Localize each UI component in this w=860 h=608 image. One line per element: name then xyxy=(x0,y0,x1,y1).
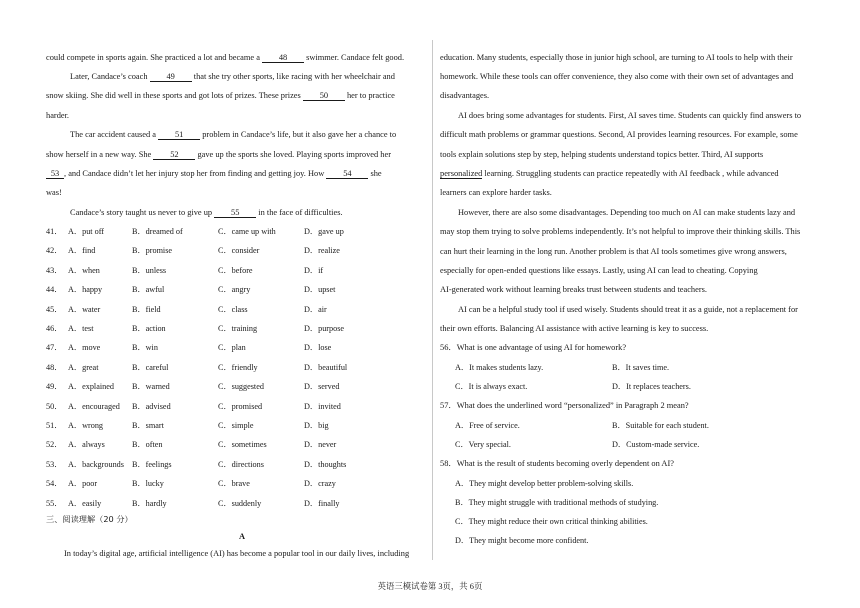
cloze-line-2 xyxy=(70,71,395,82)
option-b[interactable]: B．win xyxy=(132,343,158,353)
option-d[interactable]: D．beautiful xyxy=(304,362,348,372)
q57-option-d[interactable]: D．Custom-made service. xyxy=(612,440,700,449)
passage-line: AI-generated work without learning breaks trust between students and teachers. xyxy=(440,285,707,294)
question-number: 48． xyxy=(46,362,63,372)
option-a[interactable]: A．move xyxy=(68,343,101,353)
text: learning. Struggling students can practice repeatedly with AI feedback , while advanced xyxy=(482,169,779,178)
text: show herself in a new way. She xyxy=(46,150,152,159)
option-d[interactable]: D．lose xyxy=(304,343,332,353)
option-d[interactable]: D．upset xyxy=(304,285,336,295)
option-d[interactable]: D．if xyxy=(304,265,324,275)
passage-line: AI does bring some advantages for students. First, AI saves time. Students can quickly find answers to xyxy=(458,111,802,120)
question-number: 41． xyxy=(46,227,63,236)
option-c[interactable]: C．suddenly xyxy=(218,498,262,508)
option-d[interactable]: D．invited xyxy=(304,401,341,411)
text: , and Candace didn’t let her injury stop her from finding and getting joy. How xyxy=(64,169,325,178)
option-b[interactable]: B．careful xyxy=(132,362,169,372)
q56-option-c[interactable]: C．It is always exact. xyxy=(455,382,528,391)
option-a[interactable]: A．when xyxy=(68,265,100,275)
question-number: 43． xyxy=(46,265,63,275)
text: Later, Candace’s coach xyxy=(70,72,148,81)
cloze-line-1 xyxy=(46,52,404,63)
option-d[interactable]: D．never xyxy=(304,440,337,450)
passage-line: can hurt their learning in the long run. Another problem is that AI tools sometimes give wrong answers, xyxy=(440,247,787,256)
question-number: 49． xyxy=(46,382,63,392)
passage-line: may stop them trying to solve problems independently. It’s not helpful to improve their thinking skills. This xyxy=(440,227,801,236)
text: that she try other sports, like racing with her wheelchair and xyxy=(193,72,395,81)
option-d[interactable]: D．served xyxy=(304,382,340,392)
blank-54[interactable]: 54 xyxy=(326,169,368,179)
q57-option-b[interactable]: B．Suitable for each student. xyxy=(612,421,709,430)
option-b[interactable]: B．hardly xyxy=(132,498,167,508)
text: snow skiing. She did well in these sports and got lots of prizes. These prizes xyxy=(46,91,301,100)
q57-option-a[interactable]: A．Free of service. xyxy=(455,421,520,430)
cloze-line-3 xyxy=(46,90,395,101)
blank-55[interactable]: 55 xyxy=(214,208,256,218)
option-a[interactable]: A．poor xyxy=(68,479,98,489)
option-b[interactable]: B．advised xyxy=(132,401,171,411)
option-d[interactable]: D．realize xyxy=(304,246,340,256)
cloze-line-9 xyxy=(70,207,343,218)
option-d[interactable]: D．finally xyxy=(304,498,340,508)
option-c[interactable]: C．before xyxy=(218,265,253,275)
option-a[interactable]: A．wrong xyxy=(68,421,104,430)
option-a[interactable]: A．always xyxy=(68,440,105,450)
q58-option-c[interactable]: C．They might reduce their own critical thinking abilities. xyxy=(455,517,648,526)
passage-line: tools explain solutions step by step, helping students understand topics better. Third, AI supports xyxy=(440,150,764,159)
text: The car accident caused a xyxy=(70,130,157,139)
passage-line: However, there are also some disadvantages. Depending too much on AI can make students lazy and xyxy=(458,208,796,217)
question-number: 50． xyxy=(46,401,63,411)
option-b[interactable]: B．often xyxy=(132,440,163,450)
q58-option-d[interactable]: D．They might become more confident. xyxy=(455,536,589,545)
option-c[interactable]: C．simple xyxy=(218,421,254,430)
passage-line: difficult math problems or grammar questions. Second, AI provides learning resources. For example, some xyxy=(440,130,798,139)
option-d[interactable]: D．big xyxy=(304,421,329,430)
blank-52[interactable]: 52 xyxy=(153,150,195,160)
text: in the face of difficulties. xyxy=(258,208,343,217)
option-c[interactable]: C．angry xyxy=(218,285,251,295)
option-c[interactable]: C．brave xyxy=(218,479,250,489)
passage-line: AI can be a helpful study tool if used wisely. Students should treat it as a guide, not a replacement for xyxy=(458,305,798,314)
q58-option-b[interactable]: B．They might struggle with traditional methods of studying. xyxy=(455,498,659,507)
passage-line: their own efforts. Balancing AI assistance with active learning is key to success. xyxy=(440,324,709,333)
blank-49[interactable]: 49 xyxy=(150,72,192,82)
option-c[interactable]: C．sometimes xyxy=(218,440,267,450)
passage-line: homework. While these tools can offer convenience, they also come with their own set of advantages and xyxy=(440,72,794,81)
option-b[interactable]: B．warned xyxy=(132,382,170,392)
passage-line: education. Many students, especially those in junior high school, are turning to AI tools to help with their xyxy=(440,53,793,62)
option-c[interactable]: C．plan xyxy=(218,343,246,353)
passage-line-8: learners can explore harder tasks. xyxy=(440,188,552,197)
option-c[interactable]: C．consider xyxy=(218,246,260,256)
blank-53[interactable]: 53 xyxy=(46,169,64,179)
option-c[interactable]: C．directions xyxy=(218,459,264,469)
option-b[interactable]: B．field xyxy=(132,304,161,314)
text: could compete in sports again. She practiced a lot and became a xyxy=(46,53,260,62)
option-d[interactable]: D．crazy xyxy=(304,479,336,489)
option-d[interactable]: D．purpose xyxy=(304,324,345,333)
option-a[interactable]: A．encouraged xyxy=(68,401,120,411)
option-a[interactable]: A．great xyxy=(68,362,99,372)
option-d[interactable]: D．gave up xyxy=(304,227,344,236)
option-a[interactable]: A．backgrounds xyxy=(68,459,124,469)
q56-option-d[interactable]: D．It replaces teachers. xyxy=(612,382,691,391)
question-number: 51． xyxy=(46,421,63,430)
question-number: 45． xyxy=(46,304,63,314)
q56-option-a[interactable]: A．It makes students lazy. xyxy=(455,363,544,372)
question-58: 58．What is the result of students becoming overly dependent on AI? xyxy=(440,459,674,468)
text: swimmer. Candace felt good. xyxy=(306,53,405,62)
q56-option-b[interactable]: B．It saves time. xyxy=(612,363,670,372)
option-a[interactable]: A．test xyxy=(68,324,94,333)
passage-label: A xyxy=(239,532,246,541)
q58-option-a[interactable]: A．They might develop better problem-solving skills. xyxy=(455,479,634,488)
question-number: 44． xyxy=(46,285,63,295)
cloze-line-6 xyxy=(46,149,391,160)
blank-48[interactable]: 48 xyxy=(262,53,304,63)
question-number: 54． xyxy=(46,479,63,489)
passage-line-1: In today’s digital age, artificial intelligence (AI) has become a popular tool in our daily lives, including xyxy=(64,549,410,558)
question-number: 52． xyxy=(46,440,63,450)
cloze-line-7 xyxy=(46,168,382,179)
option-a[interactable]: A．put off xyxy=(68,227,105,236)
option-a[interactable]: A．easily xyxy=(68,498,102,508)
section-title: 三、阅读理解（20 分） xyxy=(46,514,133,524)
option-d[interactable]: D．thoughts xyxy=(304,459,347,469)
page-footer: 英语三模试卷第 3页，共 6页 xyxy=(377,582,483,591)
column-divider xyxy=(432,40,433,560)
cloze-line-4: harder. xyxy=(46,111,70,120)
option-a[interactable]: A．happy xyxy=(68,285,103,295)
passage-line-7 xyxy=(440,168,779,179)
text: Candace’s story taught us never to give up xyxy=(70,208,213,217)
option-b[interactable]: B．promise xyxy=(132,246,173,256)
question-number: 46． xyxy=(46,324,63,333)
option-d[interactable]: D．air xyxy=(304,304,327,314)
option-b[interactable]: B．dreamed of xyxy=(132,227,183,236)
passage-line: disadvantages. xyxy=(440,91,490,100)
question-56: 56．What is one advantage of using AI for homework? xyxy=(440,343,627,352)
question-number: 47． xyxy=(46,343,63,353)
option-b[interactable]: B．action xyxy=(132,324,166,333)
underlined-word: personalized xyxy=(440,169,483,178)
option-b[interactable]: B．lucky xyxy=(132,479,164,489)
text: gave up the sports she loved. Playing sports improved her xyxy=(197,150,391,159)
option-c[interactable]: C．came up with xyxy=(218,227,276,236)
option-b[interactable]: B．smart xyxy=(132,421,164,430)
option-a[interactable]: A．explained xyxy=(68,382,114,392)
blank-50[interactable]: 50 xyxy=(303,91,345,101)
option-b[interactable]: B．unless xyxy=(132,265,167,275)
q57-option-c[interactable]: C．Very special. xyxy=(455,440,511,449)
option-b[interactable]: B．feelings xyxy=(132,459,172,469)
option-c[interactable]: C．friendly xyxy=(218,362,258,372)
option-b[interactable]: B．awful xyxy=(132,285,165,295)
text: she xyxy=(370,169,382,178)
question-57: 57．What does the underlined word “personalized” in Paragraph 2 mean? xyxy=(440,401,689,410)
question-number: 55． xyxy=(46,498,63,508)
text: her to practice xyxy=(346,91,395,100)
text: problem in Candace’s life, but it also gave her a chance to xyxy=(202,130,397,139)
option-c[interactable]: C．class xyxy=(218,304,248,314)
option-c[interactable]: C．training xyxy=(218,324,258,333)
question-number: 42． xyxy=(46,246,63,256)
option-c[interactable]: C．suggested xyxy=(218,382,264,392)
option-a[interactable]: A．find xyxy=(68,246,96,256)
option-a[interactable]: A．water xyxy=(68,304,101,314)
cloze-line-8: was! xyxy=(46,188,62,197)
blank-51[interactable]: 51 xyxy=(158,130,200,140)
passage-line: especially for open-ended questions like essays. Lastly, using AI can lead to cheating. Copying xyxy=(440,266,758,275)
cloze-line-5 xyxy=(70,129,396,140)
question-number: 53． xyxy=(46,459,63,469)
option-c[interactable]: C．promised xyxy=(218,401,263,411)
